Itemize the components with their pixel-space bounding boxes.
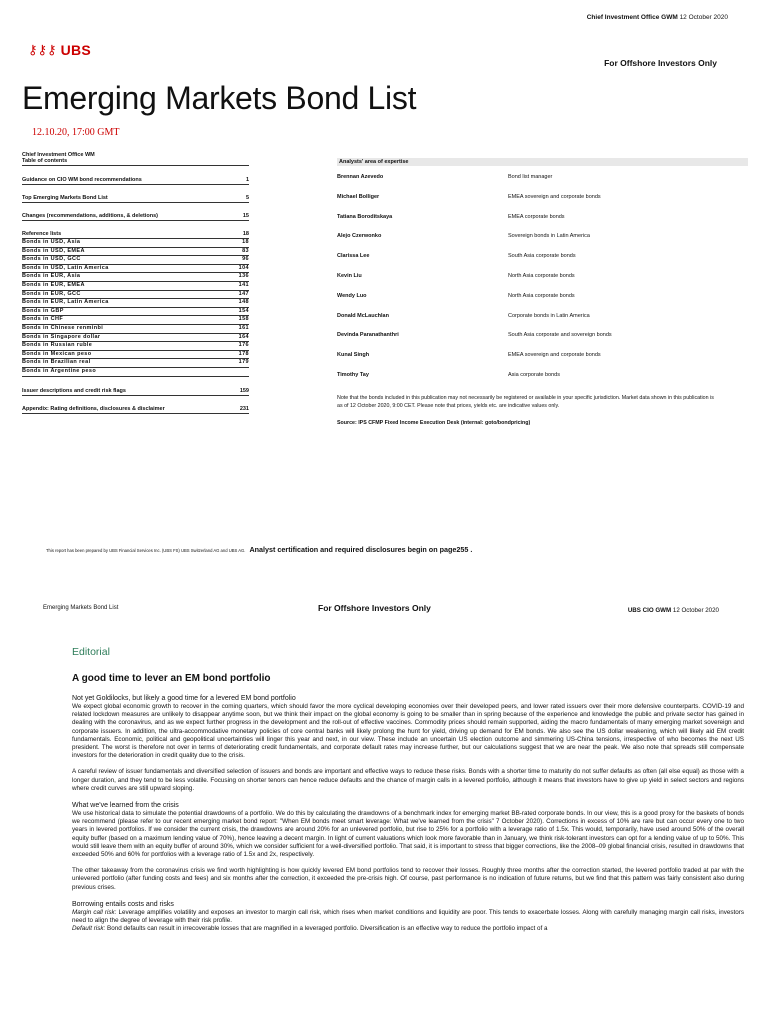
toc-sub-entry[interactable] [22,291,249,300]
toc-sub-list [22,239,249,377]
toc-sub-label: Bonds in Chinese renminbi [22,324,104,331]
analyst-name: Alejo Czerwonko [337,233,382,240]
toc-sub-label: Bonds in EUR, EMEA [22,281,85,288]
toc-entry[interactable] [22,176,249,185]
analyst-name: Kevin Liu [337,272,362,279]
analyst-area: EMEA sovereign and corporate bonds [508,193,601,200]
toc-sub-label: Bonds in USD, Asia [22,239,81,245]
paragraph: The other takeaway from the coronavirus crisis we find worth highlighting is how quickly levered EM bond portfolios tend to recover their losses. Roughly three months after the correction started, the levered portfolio traded at par with the unlevered portfolio (after funding costs and fees) and six months after the correction, it exceeded the pre-crisis high. Of course, past performance is no indication of future returns, but we find that this pattern was fairly consistent also during previous crises. [72,867,744,891]
paragraph-label: Default risk: [72,925,106,933]
analyst-row [337,233,748,253]
toc-sub-label: Bonds in GBP [22,307,64,314]
toc-heading: Table of contents [22,158,249,166]
subheading: Borrowing entails costs and risks [72,900,174,908]
section-label: Editorial [72,646,110,658]
toc-sub-entry[interactable] [22,299,249,308]
top-header [587,14,728,21]
analyst-row [337,273,748,293]
toc-sub-label: Bonds in USD, GCC [22,256,81,263]
toc-sub-entry[interactable] [22,239,249,248]
analyst-area: North Asia corporate bonds [508,272,575,279]
toc-entry[interactable] [22,405,249,414]
toc-entry-page: 1 [245,177,249,183]
analyst-name: Brennan Azevedo [337,174,384,180]
page2-left-header: Emerging Markets Bond List [43,605,119,611]
paragraph-text: Leverage amplifies volatility and exposes an investor to margin call risk, which rises when market conditions and liquidity are poor. This tends to exacerbate losses. Along with carefully managing margin call risks, investors need to align the degree of leverage with their risk profile. [72,908,744,925]
toc-sub-page: 83 [242,247,249,254]
toc-sub-entry[interactable] [22,308,249,317]
analyst-source: Source: IPS CFMP Fixed Income Execution Desk (internal: goto/bondpricing) [337,419,531,426]
toc-sub-label: Bonds in Russian ruble [22,342,93,349]
analyst-name: Tatiana Boroditskaya [337,213,393,220]
toc-sub-entry[interactable] [22,359,249,368]
toc-sub-entry[interactable] [22,368,249,377]
toc-sub-page: 148 [238,299,249,306]
article-title: A good time to lever an EM bond portfolio [72,673,271,684]
toc-sub-page: 96 [242,256,249,263]
toc-sub-entry[interactable] [22,316,249,325]
toc-sub-entry[interactable] [22,282,249,291]
paragraph-text: Bond defaults can result in irrecoverable losses that are magnified in a leveraged portfolio. Diversification is an effective way to reduce the portfolio impact of a [105,925,548,933]
analyst-row [337,194,748,214]
toc-sub-page: 147 [238,290,249,297]
analyst-area: Asia corporate bonds [508,371,560,378]
toc-entry-page: 15 [242,213,249,219]
toc-entry-label: Top Emerging Markets Bond List [22,195,108,201]
analysts-heading: Analysts' area of expertise [337,158,748,166]
analyst-name: Wendy Luo [337,292,367,299]
toc-sub-entry[interactable] [22,351,249,360]
analyst-name: Clarissa Lee [337,253,370,260]
analyst-name: Kunal Singh [337,352,370,359]
analyst-area: Bond list manager [508,174,553,180]
toc-sub-entry[interactable] [22,273,249,282]
toc-entry-label: Reference lists [22,231,62,237]
toc-sub-page: 178 [238,350,249,357]
ubs-logo [28,42,91,58]
toc-entry-label: Appendix: Rating definitions, disclosures & disclaimer [22,405,165,412]
top-header-title: Chief Investment Office GWM [586,14,678,21]
page-title: Emerging Markets Bond List [22,80,417,116]
analyst-row [337,174,748,194]
paragraph [72,909,744,925]
toc-sub-page: 136 [238,273,249,280]
toc-sub-page: 154 [238,307,249,314]
toc-sub-page: 18 [242,239,249,245]
analyst-area: Sovereign bonds in Latin America [508,233,590,240]
paragraph-label: Margin call risk: [72,908,117,916]
toc-entry-page: 5 [245,195,249,201]
toc-sub-page: 158 [238,316,249,323]
toc-entry-page: 159 [239,387,249,394]
toc-sub-page: 176 [238,342,249,349]
toc-sub-entry[interactable] [22,334,249,343]
analyst-area: Corporate bonds in Latin America [508,312,590,319]
toc-sub-label: Bonds in Argentine peso [22,367,97,374]
analyst-area: North Asia corporate bonds [508,292,575,299]
analyst-name: Michael Bolliger [337,193,380,200]
toc-entry-page: 231 [239,405,249,412]
disclaimer-small: This report has been prepared by UBS Financial Services Inc. (UBS FS) UBS Switzerland AG and UBS AG. [46,548,246,553]
paragraph: We use historical data to simulate the potential drawdowns of a portfolio. We do this by calculating the drawdowns of a benchmark index for emerging market BB-rated corporate bonds. In our view, this is a good proxy for the baskets of bonds we recommend (please refer to our recent emerging market bond report: "When EM bonds meet smart leverage: What we've learned from the crisis" 7 October 2020). Corrections in excess of 10% are rare but can occur every one to two years in levered portfolios. If we consider the current crisis, the drawdowns are around 20% for an unlevered portfolio, but rise to 25% for a portfolio with a leverage ratio of 1.5x. This would, temporarily, have used around 50% of the overall equity buffer (based on a maximum lending value of 70%), hence leaving a decent margin. In light of current valuations which look more favorable than in January, we think risk-tolerant investors can opt for a lending value of up to 50%. This would still leave them with an equity buffer of around 30%, which we consider sufficient for a well-diversified portfolio. That said, it is important to stress that bigger corrections, like the 2008–09 global financial crisis, resulted in drawdowns that exceeded 50% and 60% for portfolios with a leverage ratio of 1.5x and 2x, respectively. [72,810,744,859]
offshore-label: For Offshore Investors Only [604,58,717,68]
toc-sub-page: 179 [238,359,249,366]
analyst-note: Note that the bonds included in this publication may not necessarily be registered or available in your specific jurisdiction. Market data shown in this publication is as of 12 October 2020, 9:00 CET. Please note that prices, yields etc. are indicative values only. [337,394,714,409]
disclaimer [46,545,472,554]
toc-sub-label: Bonds in CHF [22,316,64,323]
toc-sub-entry[interactable] [22,248,249,257]
analyst-area: South Asia corporate bonds [508,253,576,260]
analyst-name: Donald McLauchlan [337,312,389,319]
toc-sub-page: 164 [238,333,249,340]
toc-entry[interactable] [22,194,249,203]
toc-sub-page: 141 [238,281,249,288]
page2-right-header-title: UBS CIO GWM [627,607,672,614]
toc-sub-entry[interactable] [22,256,249,265]
analyst-area: EMEA corporate bonds [508,213,565,220]
analyst-row [337,313,748,333]
toc-entry-page: 18 [242,231,249,237]
paragraph: We expect global economic growth to recover in the coming quarters, which should favor the more cyclical developing economies over their developed peers, and lower rated issuers over their more defensive counterparts. COVID-19 and related lockdown measures are unlikely to disappear anytime soon, but we think their impact on the global economy is going to be smaller than in spring because of the experience and knowledge the public and private sector has gained in dealing with the coronavirus, and as we expect further progress in the development and the roll-out of effective vaccines. Commodity prices should remain supported, aiding the macro fundamentals of many emerging market sovereign and corporate issuers. In addition, the ultra-accommodative monetary policies of core central banks will likely prolong the hunt for yield, driving up demand for EM bonds. We also see the US dollar weakening, which will likely aid EM credit fundamentals. Economic, political and geopolitical uncertainties will linger this year and next, in our view. These include an uncertain US election outcome and simmering US-China tensions, irrespective of who becomes the next US president. The worst is therefore not over in terms of deteriorating credit fundamentals, and corporate default rates may increase further, but our calculations suggest that we are near the peak. We also note that spreads still compensate investors for the deterioration in credit quality due to the crisis. [72,703,744,760]
toc-sub-label: Bonds in Brazilian real [22,359,91,366]
keys-icon: ⚷⚷⚷ [28,42,57,58]
toc-entry[interactable] [22,212,249,221]
analyst-row [337,332,748,352]
logo-text: UBS [60,42,92,58]
analyst-name: Devinda Paranathanthri [337,332,399,339]
analyst-row [337,214,748,234]
table-of-contents [22,152,249,414]
disclaimer-link[interactable]: Analyst certification and required disclosures begin on page255 . [249,545,473,554]
toc-sub-label: Bonds in Singapore dollar [22,333,101,340]
toc-sub-label: Bonds in EUR, Asia [22,273,81,280]
toc-entry-label: Issuer descriptions and credit risk flags [22,387,126,394]
analyst-row [337,293,748,313]
subheading: What we've learned from the crisis [72,802,179,810]
paragraph: A careful review of issuer fundamentals and diversified selection of issuers and bonds are important and effective ways to reduce these risks. Bonds with a shorter time to maturity do not suffer defaults as often (all else equal) as those with a longer duration, and they tend to be less volatile. Focusing on shorter tenors can hence reduce defaults and the chance of margin calls in a levered portfolio, although it means that investors have to give up yield in select sectors and regions where credit curves are still upward sloping. [72,768,744,792]
analyst-row [337,372,748,392]
toc-entry[interactable] [22,387,249,396]
datestamp: 12.10.20, 17:00 GMT [32,127,120,138]
page2-right-header-date: 12 October 2020 [672,607,719,614]
toc-sub-entry[interactable] [22,325,249,334]
page2-center-header: For Offshore Investors Only [318,603,431,613]
toc-sub-page: 104 [238,264,249,271]
toc-sub-label: Bonds in EUR, Latin America [22,299,109,306]
toc-sub-label: Bonds in Mexican peso [22,350,92,357]
toc-sub-page: 161 [238,324,249,331]
page2-right-header [628,607,719,614]
article-body [72,694,744,933]
toc-sub-entry[interactable] [22,342,249,351]
toc-sub-label: Bonds in USD, Latin America [22,264,109,271]
paragraph [72,925,744,933]
analyst-area: EMEA sovereign and corporate bonds [508,352,601,359]
analyst-row [337,253,748,273]
analysts-panel [337,158,748,426]
toc-sub-label: Bonds in EUR, GCC [22,290,81,297]
toc-sub-label: Bonds in USD, EMEA [22,247,85,254]
subheading: Not yet Goldilocks, but likely a good time for a levered EM bond portfolio [72,695,296,702]
toc-entry-label: Guidance on CIO WM bond recommendations [22,177,142,183]
toc-sub-page [235,368,249,376]
toc-entry-label: Changes (recommendations, additions, & deletions) [22,213,158,219]
cio-label: Chief Investment Office WM [22,152,95,158]
analyst-row [337,352,748,372]
analyst-name: Timothy Tay [337,371,369,378]
toc-sub-entry[interactable] [22,265,249,274]
top-header-date: 12 October 2020 [679,14,728,21]
analyst-area: South Asia corporate and sovereign bonds [508,332,612,339]
toc-entry[interactable] [22,230,249,239]
